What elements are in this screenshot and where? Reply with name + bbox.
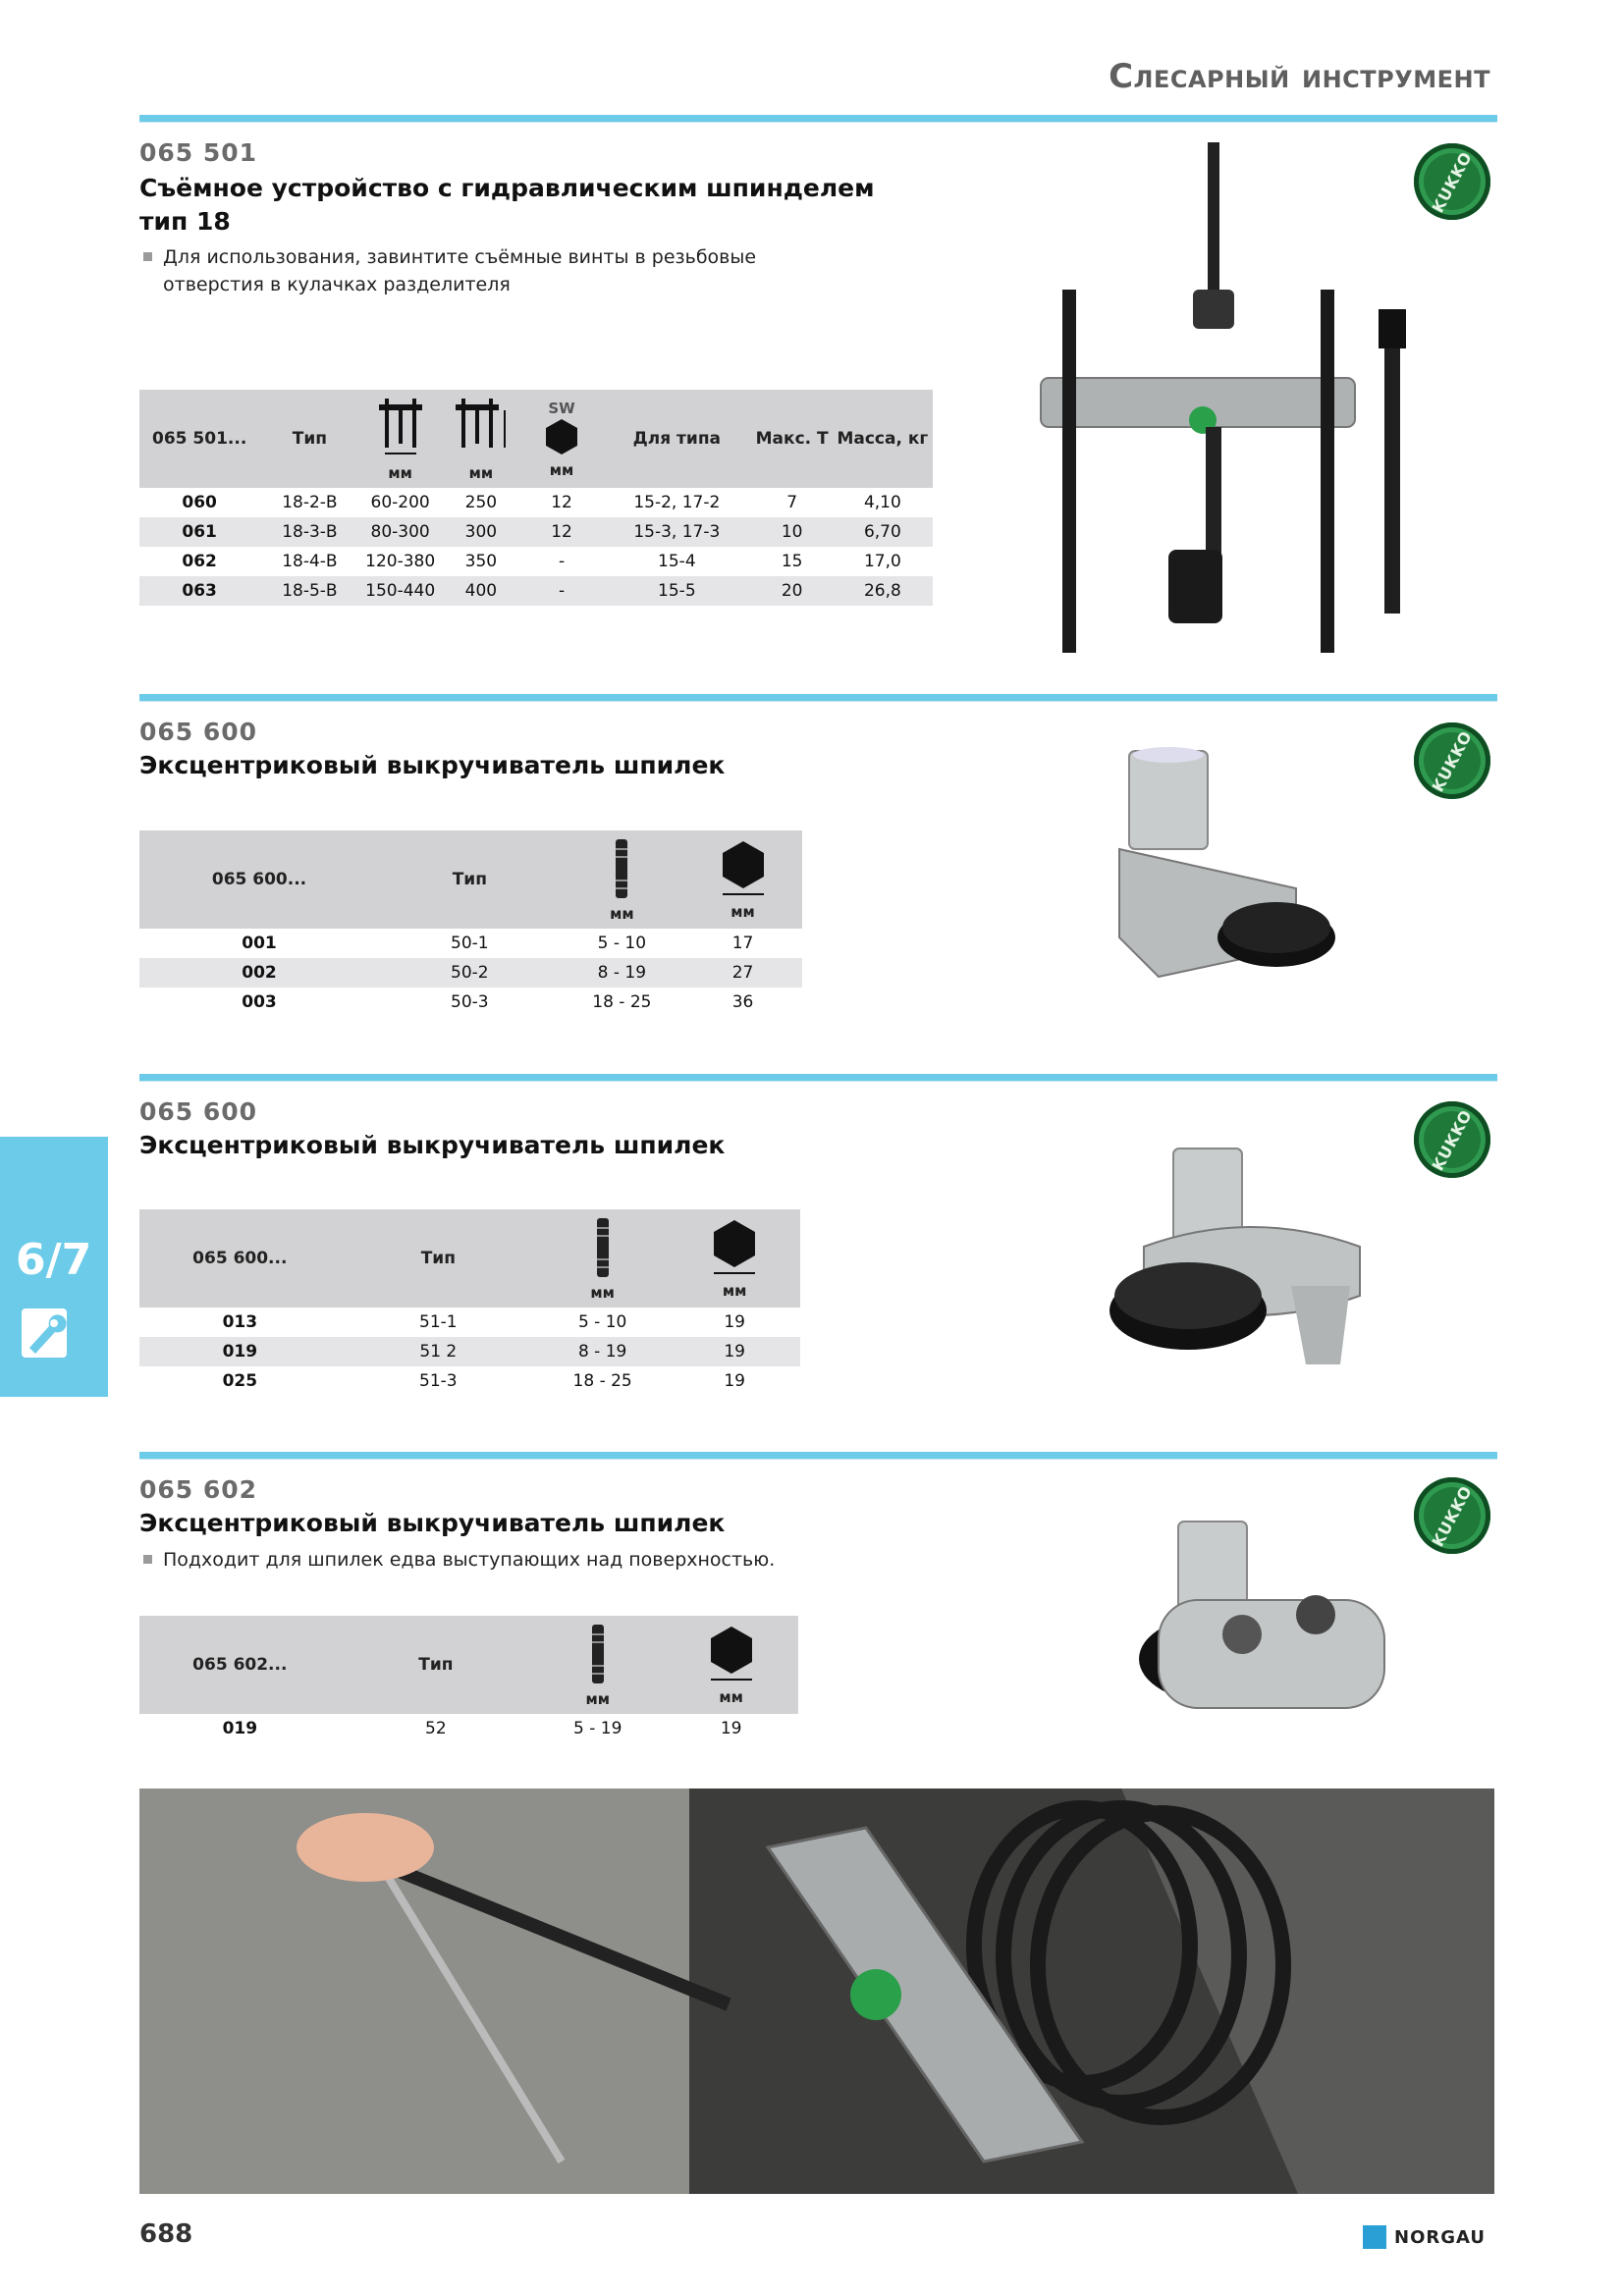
- section-divider: [139, 1452, 1497, 1459]
- product-image-puller: [1021, 142, 1414, 663]
- col-header-type: Тип: [259, 390, 359, 488]
- unit-label: мм: [388, 463, 412, 482]
- col-header-type: Тип: [379, 830, 561, 929]
- wrench-icon: [22, 1308, 67, 1358]
- col-header-for-type: Для типа: [602, 390, 751, 488]
- col-header-type: Тип: [341, 1209, 536, 1308]
- stud-icon: [588, 1623, 608, 1685]
- jaw-depth-icon: [452, 397, 511, 459]
- product-note: Подходит для шпилек едва выступающих над поверхностью.: [139, 1546, 850, 1574]
- col-header-code: 065 600...: [139, 830, 379, 929]
- table-row: 062 18-4-В 120-380 350 - 15-4 15 17,0: [182, 552, 901, 571]
- spec-table-065600-a: [139, 830, 802, 1017]
- col-header-hex: [664, 1616, 798, 1714]
- table-row: 002 50-2 8 - 19 27: [139, 958, 802, 988]
- unit-label: мм: [549, 460, 574, 479]
- product-image-stud-extractor: [1119, 1512, 1404, 1757]
- col-header-type: Тип: [341, 1616, 531, 1714]
- product-image-stud-extractor: [1100, 741, 1365, 1016]
- product-code: 065 600: [139, 718, 258, 746]
- jaw-span-icon: [375, 397, 426, 459]
- product-title-line: Съёмное устройство с гидравлическим шпинделем: [139, 174, 875, 202]
- table-row: 025 51-3 18 - 25 19: [222, 1371, 745, 1391]
- product-title-line: тип 18: [139, 207, 231, 236]
- product-title: Эксцентриковый выкручиватель шпилек: [139, 751, 726, 779]
- unit-label: мм: [590, 1283, 615, 1302]
- norgau-logo: [1363, 2225, 1486, 2249]
- side-section-tab: [0, 1137, 108, 1397]
- spec-table-065602: [139, 1616, 798, 1743]
- col-header-span: [360, 390, 441, 488]
- unit-label: мм: [468, 463, 494, 482]
- col-header-hex: [683, 830, 802, 929]
- section-divider: [139, 1074, 1497, 1081]
- norgau-brand-text: NORGAU: [1394, 2226, 1486, 2248]
- unit-label: мм: [610, 904, 634, 923]
- product-code: 065 600: [139, 1097, 258, 1126]
- table-row: 060 18-2-В 60-200 250 12 15-2, 17-2 7 4,10: [182, 493, 901, 512]
- col-header-stud: [536, 1209, 669, 1308]
- section-divider: [139, 694, 1497, 701]
- col-header-code: 065 501...: [139, 390, 259, 488]
- col-header-mass: Масса, кг: [833, 390, 933, 488]
- product-image-stud-extractor: [1095, 1139, 1399, 1374]
- col-header-max-t: Макс. Т: [752, 390, 833, 488]
- page-number: 688: [139, 2219, 193, 2249]
- side-tab-label: 6/7: [16, 1235, 92, 1285]
- hexagon-icon: [710, 1218, 759, 1277]
- product-title: Эксцентриковый выкручиватель шпилек: [139, 1509, 726, 1537]
- stud-icon: [612, 837, 631, 900]
- product-title: [139, 172, 886, 239]
- product-title: Эксцентриковый выкручиватель шпилек: [139, 1131, 726, 1159]
- col-header-depth: [441, 390, 521, 488]
- norgau-square-icon: [1363, 2225, 1386, 2249]
- spec-table-065600-b: [139, 1209, 800, 1396]
- kukko-logo: KUKKO: [1414, 722, 1490, 799]
- col-header-stud: [531, 1616, 664, 1714]
- sw-label: SW: [548, 399, 575, 417]
- product-code: 065 602: [139, 1475, 258, 1504]
- stud-icon: [593, 1216, 613, 1279]
- table-row: 003 50-3 18 - 25 36: [242, 992, 754, 1012]
- product-note: Для использования, завинтите съёмные винты в резьбовые отверстия в кулачках разделителя: [139, 243, 791, 298]
- table-row: 019 52 5 - 19 19: [222, 1719, 742, 1738]
- usage-photo: [139, 1789, 1494, 2194]
- col-header-stud: [561, 830, 683, 929]
- product-code: 065 501: [139, 138, 258, 167]
- col-header-hex: [669, 1209, 800, 1308]
- table-row: 061 18-3-В 80-300 300 12 15-3, 17-3 10 6,70: [139, 517, 933, 547]
- hexagon-icon: [719, 839, 768, 898]
- col-header-code: 065 600...: [139, 1209, 341, 1308]
- unit-label: мм: [722, 1281, 747, 1300]
- col-header-code: 065 602...: [139, 1616, 341, 1714]
- kukko-logo: KUKKO: [1414, 1101, 1490, 1178]
- table-row: 063 18-5-В 150-440 400 - 15-5 20 26,8: [139, 576, 933, 606]
- hexagon-icon: [707, 1625, 756, 1683]
- unit-label: мм: [719, 1687, 743, 1706]
- table-row: 013 51-1 5 - 10 19: [222, 1312, 745, 1332]
- unit-label: мм: [585, 1689, 610, 1708]
- spec-table-065501: [139, 390, 933, 606]
- header-divider: [139, 115, 1497, 122]
- unit-label: мм: [730, 902, 755, 921]
- kukko-logo: KUKKO: [1414, 1477, 1490, 1554]
- page-header-title: Слесарный инструмент: [1109, 57, 1490, 96]
- table-row: 001 50-1 5 - 10 17: [242, 934, 754, 953]
- table-row: 019 51 2 8 - 19 19: [139, 1337, 800, 1366]
- kukko-logo: KUKKO: [1414, 143, 1490, 220]
- col-header-sw: [521, 390, 602, 488]
- hexagon-icon: [542, 417, 581, 456]
